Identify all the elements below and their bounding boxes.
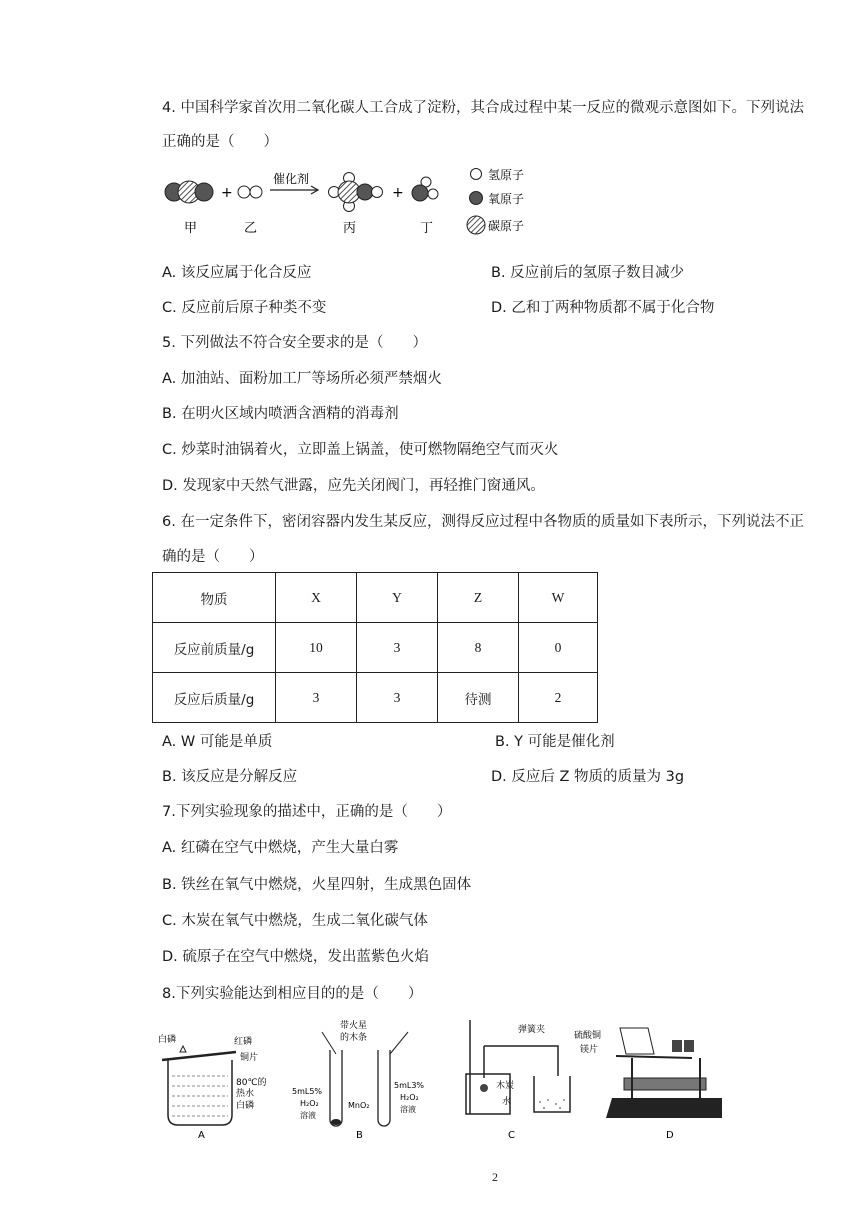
q4-option-a: A. 该反应属于化合反应 xyxy=(162,265,312,281)
q6-stem-line2: 确的是（ ） xyxy=(162,549,264,565)
fig-b-label: 带火星 xyxy=(340,1021,368,1031)
q5-option-d: D. 发现家中天然气泄露，应先关闭阀门，再轻推门窗通风。 xyxy=(162,478,545,494)
table-header-row xyxy=(153,573,598,623)
fig-a-label: 80℃的 xyxy=(236,1078,267,1088)
plus-sign-2: + xyxy=(392,185,404,201)
table-cell: 0 xyxy=(519,623,598,673)
fig-b-label: MnO₂ xyxy=(348,1101,370,1110)
legend-carbon: 碳原子 xyxy=(488,219,525,233)
q4-option-b: B. 反应前后的氢原子数目减少 xyxy=(491,265,685,281)
q7-stem: 7.下列实验现象的描述中，正确的是（ ） xyxy=(162,804,452,820)
molecule-bing xyxy=(329,173,383,212)
beaker-icon xyxy=(534,1076,570,1112)
plus-sign-1: + xyxy=(221,185,233,201)
fig-a-label: 白磷 xyxy=(158,1035,177,1045)
q6-option-a: A. W 可能是单质 xyxy=(162,734,273,750)
fig-d-label: 硫酸铜 xyxy=(574,1031,602,1041)
table-cell: 3 xyxy=(276,673,357,723)
hydrogen-legend-icon xyxy=(471,169,482,180)
page-number: 2 xyxy=(492,1170,498,1184)
header-cell: Y xyxy=(357,573,438,623)
catalyst-label: 催化剂 xyxy=(273,172,310,186)
q4-option-c: C. 反应前后原子种类不变 xyxy=(162,300,327,316)
fig-c-label: 木炭 xyxy=(496,1081,515,1091)
q8-figure-b xyxy=(290,1018,440,1142)
q6-stem-line1: 6. 在一定条件下，密闭容器内发生某反应，测得反应过程中各物质的质量如下表所示，下列说法不正 xyxy=(162,514,804,530)
legend-hydrogen: 氢原子 xyxy=(488,168,525,182)
q8-figure-d xyxy=(572,1018,722,1142)
label-ding: 丁 xyxy=(420,221,434,236)
q5-option-a: A. 加油站、面粉加工厂等场所必须严禁烟火 xyxy=(162,371,442,387)
q8-figure-c xyxy=(460,1020,580,1142)
q6-option-b: B. Y 可能是催化剂 xyxy=(495,734,615,750)
molecule-yi xyxy=(238,186,262,198)
fig-b-label: H₂O₂ xyxy=(300,1099,319,1108)
q7-option-c: C. 木炭在氧气中燃烧，生成二氧化碳气体 xyxy=(162,913,428,929)
table-cell: 反应前质量/g xyxy=(153,623,276,673)
header-cell: W xyxy=(519,573,598,623)
fig-b-label: 溶液 xyxy=(400,1105,416,1114)
flask-icon xyxy=(466,1074,510,1114)
fig-b-label: 5mL3% xyxy=(394,1081,425,1090)
label-yi: 乙 xyxy=(244,221,258,236)
table-cell: 待测 xyxy=(438,673,519,723)
q6-option-d: D. 反应后 Z 物质的质量为 3g xyxy=(491,769,685,785)
fig-c-caption: C xyxy=(508,1130,515,1141)
fig-b-label: 的木条 xyxy=(340,1033,368,1043)
legend-oxygen: 氧原子 xyxy=(488,192,525,206)
q5-stem: 5. 下列做法不符合安全要求的是（ ） xyxy=(162,335,427,351)
balance-scale-icon xyxy=(624,1078,706,1090)
fig-b-caption: B xyxy=(356,1130,363,1141)
test-tube-icon xyxy=(378,1050,390,1126)
header-cell: X xyxy=(276,573,357,623)
q5-option-b: B. 在明火区域内喷洒含酒精的消毒剂 xyxy=(162,406,399,422)
test-tube-icon xyxy=(330,1050,342,1126)
table-cell: 8 xyxy=(438,623,519,673)
table-cell: 反应后质量/g xyxy=(153,673,276,723)
fig-b-label: 5mL5% xyxy=(292,1087,323,1096)
fig-a-label: 热水 xyxy=(236,1089,255,1099)
molecule-jia xyxy=(165,181,213,203)
q4-stem-line1: 4. 中国科学家首次用二氧化碳人工合成了淀粉，其合成过程中某一反应的微观示意图如下。下列说法 xyxy=(162,100,804,116)
header-cell: Z xyxy=(438,573,519,623)
table-cell: 10 xyxy=(276,623,357,673)
q4-reaction-diagram xyxy=(158,166,558,246)
fig-a-label: 铜片 xyxy=(240,1053,259,1063)
table-cell: 2 xyxy=(519,673,598,723)
q7-option-b: B. 铁丝在氧气中燃烧，火星四射，生成黑色固体 xyxy=(162,877,472,893)
q7-option-a: A. 红磷在空气中燃烧，产生大量白雾 xyxy=(162,840,399,856)
header-cell: 物质 xyxy=(153,573,276,623)
oxygen-legend-icon xyxy=(470,192,483,205)
q4-stem-line2: 正确的是（ ） xyxy=(162,134,278,150)
q6-option-c: B. 该反应是分解反应 xyxy=(162,769,298,785)
q8-figure-a xyxy=(156,1030,271,1142)
table-cell: 3 xyxy=(357,623,438,673)
fig-c-label: 弹簧夹 xyxy=(518,1025,546,1035)
q6-mass-table xyxy=(152,572,598,723)
fig-c-label: 水 xyxy=(502,1097,512,1107)
carbon-legend-icon xyxy=(467,216,485,234)
table-row xyxy=(153,673,598,723)
q5-option-c: C. 炒菜时油锅着火，立即盖上锅盖，使可燃物隔绝空气而灭火 xyxy=(162,442,559,458)
fig-a-caption: A xyxy=(198,1130,205,1141)
table-row xyxy=(153,623,598,673)
label-jia: 甲 xyxy=(184,221,198,236)
q8-stem: 8.下列实验能达到相应目的的是（ ） xyxy=(162,986,423,1002)
fig-a-label: 白磷 xyxy=(236,1101,255,1111)
label-bing: 丙 xyxy=(343,221,357,236)
molecule-ding xyxy=(412,177,438,201)
fig-a-label: 红磷 xyxy=(234,1037,253,1047)
fig-b-label: H₂O₂ xyxy=(400,1093,419,1102)
q4-option-d: D. 乙和丁两种物质都不属于化合物 xyxy=(491,300,715,316)
fig-d-label: 镁片 xyxy=(580,1045,599,1055)
beaker-icon xyxy=(168,1060,232,1125)
table-cell: 3 xyxy=(357,673,438,723)
fig-d-caption: D xyxy=(666,1130,674,1141)
fig-b-label: 溶液 xyxy=(300,1111,316,1120)
q7-option-d: D. 硫原子在空气中燃烧，发出蓝紫色火焰 xyxy=(162,949,429,965)
beaker-icon xyxy=(620,1028,654,1054)
